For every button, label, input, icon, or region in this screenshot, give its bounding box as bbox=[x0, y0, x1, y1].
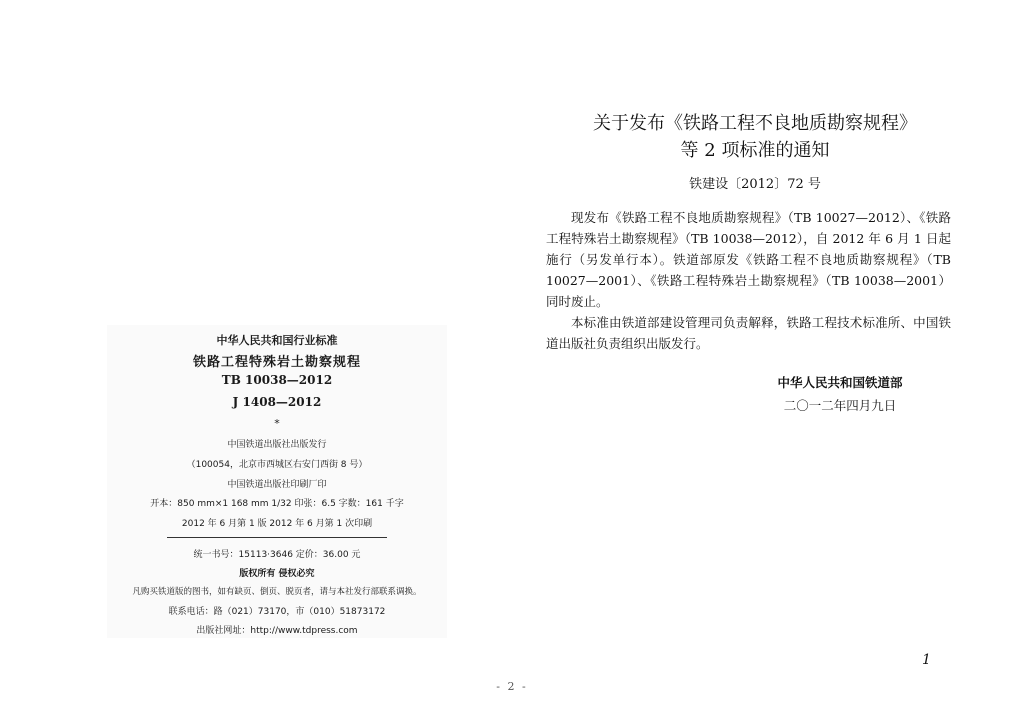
notice-title-line-1: 关于发布《铁路工程不良地质勘察规程》 bbox=[593, 113, 917, 134]
notice-title-line-2: 等 2 项标准的通知 bbox=[680, 140, 830, 161]
edition-line: 2012 年 6 月第 1 版 2012 年 6 月第 1 次印刷 bbox=[181, 519, 373, 529]
book-format-line: 开本：850 mm×1 168 mm 1/32 印张：6.5 字数：161 千字 bbox=[150, 499, 404, 509]
publisher-website: 出版社网址：http://www.tdpress.com bbox=[196, 626, 358, 636]
j-standard-number: J 1408—2012 bbox=[232, 395, 322, 409]
standard-type-label: 中华人民共和国行业标准 bbox=[216, 334, 338, 347]
printer-line: 中国铁道出版社印刷厂印 bbox=[227, 480, 327, 490]
notice-body bbox=[546, 207, 951, 354]
page-number-footer: - 2 - bbox=[496, 680, 528, 693]
page-folio: 1 bbox=[922, 652, 931, 668]
divider-rule bbox=[167, 537, 387, 538]
book-title: 铁路工程特殊岩土勘察规程 bbox=[192, 355, 361, 370]
notice-issuer: 中华人民共和国铁道部 bbox=[777, 375, 903, 390]
rights-line: 版权所有 侵权必究 bbox=[239, 569, 315, 579]
notice-paragraph-1: 现发布《铁路工程不良地质勘察规程》（TB 10027—2012）、《铁路工程特殊岩土勘察规程》（TB 10038—2012），自 2012 年 6 月 1 日起施行（另发单行本）。铁道部原发《铁路工程不良地质勘察规程》（TB 10027—2001）、《铁路工程特殊岩土勘察规程》（TB 10038—2001）同时废止。 bbox=[546, 210, 951, 309]
exchange-notice: 凡购买铁道版的图书，如有缺页、倒页、脱页者，请与本社发行部联系调换。 bbox=[132, 587, 422, 597]
publisher-line: 中国铁道出版社出版发行 bbox=[227, 440, 327, 450]
isbn-price-line: 统一书号：15113·3646 定价：36.00 元 bbox=[193, 550, 361, 560]
notice-date: 二〇一二年四月九日 bbox=[783, 398, 897, 413]
contact-phone: 联系电话：路（021）73170，市（010）51873172 bbox=[168, 607, 386, 617]
notice-document-number: 铁建设〔2012〕72 号 bbox=[689, 177, 821, 192]
publisher-address: （100054，北京市西城区右安门西街 8 号） bbox=[186, 460, 368, 470]
tb-standard-number: TB 10038—2012 bbox=[221, 373, 333, 387]
separator-star: * bbox=[274, 417, 280, 430]
copyright-block bbox=[107, 325, 447, 638]
notice-paragraph-2: 本标准由铁道部建设管理司负责解释，铁路工程技术标准所、中国铁道出版社负责组织出版发行。 bbox=[546, 315, 951, 351]
